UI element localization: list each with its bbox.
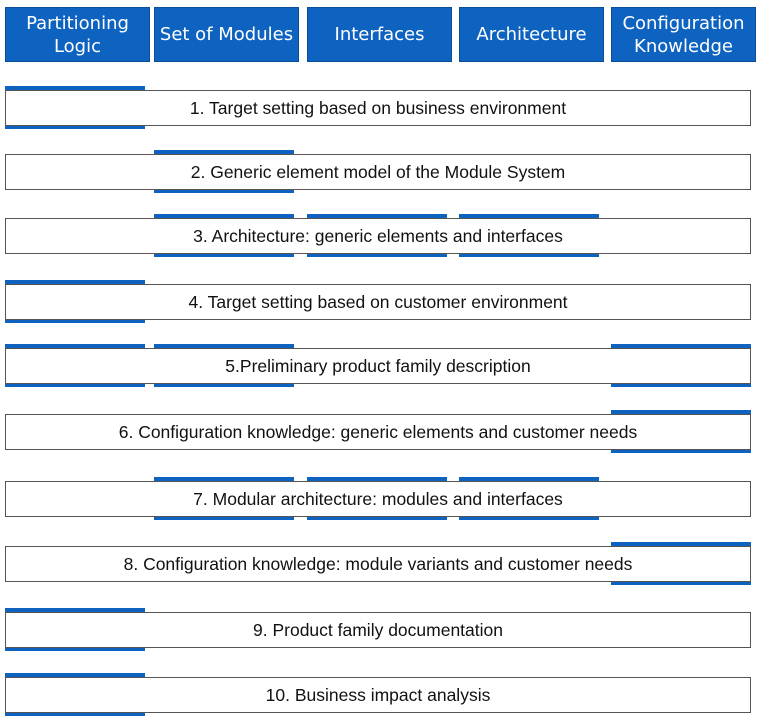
step-10: 10. Business impact analysis [5,677,751,713]
step-3: 3. Architecture: generic elements and interfaces [5,218,751,254]
step-4: 4. Target setting based on customer environment [5,284,751,320]
header-set-of-modules: Set of Modules [154,7,299,62]
step-7: 7. Modular architecture: modules and interfaces [5,481,751,517]
header-partitioning-logic: Partitioning Logic [5,7,150,62]
header-architecture: Architecture [459,7,604,62]
step-1: 1. Target setting based on business environment [5,90,751,126]
step-2: 2. Generic element model of the Module System [5,154,751,190]
header-configuration-knowledge: Configuration Knowledge [611,7,756,62]
step-8: 8. Configuration knowledge: module variants and customer needs [5,546,751,582]
step-9: 9. Product family documentation [5,612,751,648]
step-6: 6. Configuration knowledge: generic elements and customer needs [5,414,751,450]
step-5: 5.Preliminary product family description [5,348,751,384]
header-interfaces: Interfaces [307,7,452,62]
